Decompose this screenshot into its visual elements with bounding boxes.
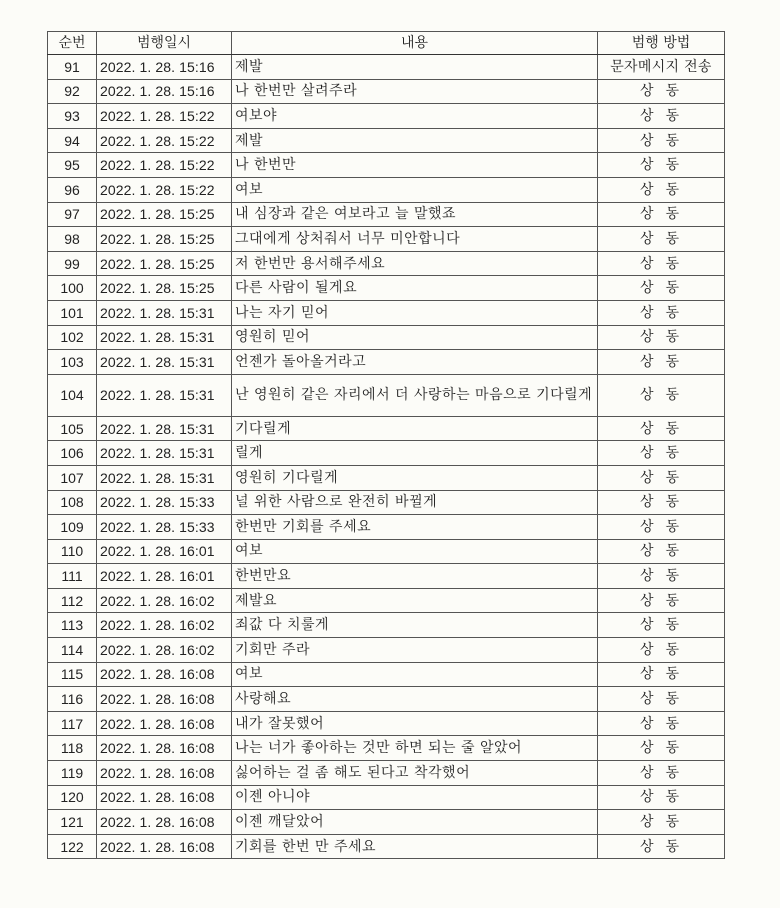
row-content: 영원히 믿어 <box>232 325 598 350</box>
row-number: 95 <box>48 153 97 178</box>
row-datetime: 2022. 1. 28. 15:25 <box>97 202 232 227</box>
row-method: 상동 <box>598 834 725 859</box>
row-content: 널 위한 사람으로 완전히 바뀔게 <box>232 490 598 515</box>
row-content: 나는 자기 믿어 <box>232 300 598 325</box>
row-number: 94 <box>48 128 97 153</box>
row-content: 나 한번만 살려주라 <box>232 79 598 104</box>
header-no: 순번 <box>48 32 97 55</box>
row-content: 제발 <box>232 128 598 153</box>
row-method: 상동 <box>598 687 725 712</box>
row-number: 109 <box>48 515 97 540</box>
row-datetime: 2022. 1. 28. 15:31 <box>97 350 232 375</box>
row-number: 111 <box>48 564 97 589</box>
header-content: 내용 <box>232 32 598 55</box>
row-number: 115 <box>48 662 97 687</box>
row-content: 여보 <box>232 662 598 687</box>
row-number: 119 <box>48 761 97 786</box>
row-method: 상동 <box>598 153 725 178</box>
row-method: 상동 <box>598 490 725 515</box>
table-row <box>48 810 725 835</box>
row-number: 99 <box>48 251 97 276</box>
row-number: 121 <box>48 810 97 835</box>
table-row <box>48 128 725 153</box>
row-method: 상동 <box>598 325 725 350</box>
row-number: 96 <box>48 177 97 202</box>
row-method: 상동 <box>598 785 725 810</box>
table-row <box>48 350 725 375</box>
row-datetime: 2022. 1. 28. 15:31 <box>97 465 232 490</box>
row-datetime: 2022. 1. 28. 16:02 <box>97 613 232 638</box>
row-datetime: 2022. 1. 28. 15:22 <box>97 104 232 129</box>
row-method: 상동 <box>598 276 725 301</box>
row-number: 113 <box>48 613 97 638</box>
row-method: 상동 <box>598 711 725 736</box>
table-row <box>48 638 725 663</box>
row-content: 한번만 기회를 주세요 <box>232 515 598 540</box>
row-method: 상동 <box>598 761 725 786</box>
row-content: 난 영원히 같은 자리에서 더 사랑하는 마음으로 기다릴게 <box>232 374 598 416</box>
row-method: 상동 <box>598 227 725 252</box>
row-content: 언젠가 돌아올거라고 <box>232 350 598 375</box>
row-method: 상동 <box>598 515 725 540</box>
table-row <box>48 761 725 786</box>
row-datetime: 2022. 1. 28. 15:33 <box>97 490 232 515</box>
table-row <box>48 662 725 687</box>
row-number: 106 <box>48 441 97 466</box>
row-method: 상동 <box>598 465 725 490</box>
message-log-table <box>47 31 725 859</box>
row-content: 나는 너가 좋아하는 것만 하면 되는 줄 알았어 <box>232 736 598 761</box>
row-content: 내 심장과 같은 여보라고 늘 말했죠 <box>232 202 598 227</box>
row-datetime: 2022. 1. 28. 15:25 <box>97 276 232 301</box>
table-row <box>48 416 725 441</box>
row-content: 이젠 아니야 <box>232 785 598 810</box>
row-number: 102 <box>48 325 97 350</box>
row-content: 여보 <box>232 539 598 564</box>
row-datetime: 2022. 1. 28. 16:08 <box>97 834 232 859</box>
row-datetime: 2022. 1. 28. 15:33 <box>97 515 232 540</box>
table-row <box>48 300 725 325</box>
row-method: 상동 <box>598 810 725 835</box>
row-content: 영원히 기다릴게 <box>232 465 598 490</box>
row-method: 상동 <box>598 662 725 687</box>
row-method: 상동 <box>598 177 725 202</box>
row-datetime: 2022. 1. 28. 15:22 <box>97 177 232 202</box>
row-number: 112 <box>48 588 97 613</box>
row-content: 기회를 한번 만 주세요 <box>232 834 598 859</box>
row-number: 120 <box>48 785 97 810</box>
row-datetime: 2022. 1. 28. 15:31 <box>97 441 232 466</box>
row-datetime: 2022. 1. 28. 15:22 <box>97 128 232 153</box>
row-number: 100 <box>48 276 97 301</box>
row-method: 상동 <box>598 588 725 613</box>
table-row <box>48 515 725 540</box>
header-datetime: 범행일시 <box>97 32 232 55</box>
row-method: 상동 <box>598 736 725 761</box>
table-row <box>48 613 725 638</box>
row-datetime: 2022. 1. 28. 15:16 <box>97 55 232 80</box>
table-row <box>48 785 725 810</box>
table-row <box>48 834 725 859</box>
table-row <box>48 202 725 227</box>
row-method: 상동 <box>598 416 725 441</box>
row-content: 내가 잘못했어 <box>232 711 598 736</box>
table-row <box>48 441 725 466</box>
row-datetime: 2022. 1. 28. 16:08 <box>97 736 232 761</box>
row-content: 저 한번만 용서해주세요 <box>232 251 598 276</box>
row-method: 상동 <box>598 202 725 227</box>
table-row <box>48 588 725 613</box>
row-datetime: 2022. 1. 28. 15:31 <box>97 416 232 441</box>
row-content: 죄값 다 치룰게 <box>232 613 598 638</box>
row-method: 상동 <box>598 638 725 663</box>
row-content: 나 한번만 <box>232 153 598 178</box>
row-content: 기다릴게 <box>232 416 598 441</box>
table-row <box>48 325 725 350</box>
table-row <box>48 711 725 736</box>
table-row <box>48 55 725 80</box>
row-number: 97 <box>48 202 97 227</box>
row-method: 문자메시지 전송 <box>598 55 725 80</box>
row-content: 그대에게 상처줘서 너무 미안합니다 <box>232 227 598 252</box>
row-method: 상동 <box>598 441 725 466</box>
header-method: 범행 방법 <box>598 32 725 55</box>
row-method: 상동 <box>598 251 725 276</box>
table-row <box>48 564 725 589</box>
row-datetime: 2022. 1. 28. 16:08 <box>97 687 232 712</box>
table-header-row <box>48 32 725 55</box>
table-row <box>48 79 725 104</box>
table-row <box>48 539 725 564</box>
row-method: 상동 <box>598 374 725 416</box>
row-method: 상동 <box>598 350 725 375</box>
row-content: 한번만요 <box>232 564 598 589</box>
row-number: 98 <box>48 227 97 252</box>
row-datetime: 2022. 1. 28. 16:08 <box>97 711 232 736</box>
table-row <box>48 374 725 416</box>
row-datetime: 2022. 1. 28. 15:25 <box>97 251 232 276</box>
row-content: 릴게 <box>232 441 598 466</box>
table-row <box>48 465 725 490</box>
table-row <box>48 104 725 129</box>
row-datetime: 2022. 1. 28. 15:31 <box>97 374 232 416</box>
row-content: 기회만 주라 <box>232 638 598 663</box>
row-content: 이젠 깨달았어 <box>232 810 598 835</box>
row-number: 117 <box>48 711 97 736</box>
table-row <box>48 251 725 276</box>
row-number: 110 <box>48 539 97 564</box>
row-method: 상동 <box>598 564 725 589</box>
row-datetime: 2022. 1. 28. 16:08 <box>97 761 232 786</box>
row-datetime: 2022. 1. 28. 16:02 <box>97 588 232 613</box>
table-row <box>48 227 725 252</box>
table-row <box>48 736 725 761</box>
row-content: 제발요 <box>232 588 598 613</box>
row-datetime: 2022. 1. 28. 16:01 <box>97 539 232 564</box>
row-number: 101 <box>48 300 97 325</box>
row-datetime: 2022. 1. 28. 16:02 <box>97 638 232 663</box>
row-number: 104 <box>48 374 97 416</box>
row-method: 상동 <box>598 539 725 564</box>
row-number: 108 <box>48 490 97 515</box>
table-row <box>48 276 725 301</box>
table-row <box>48 177 725 202</box>
row-datetime: 2022. 1. 28. 16:08 <box>97 810 232 835</box>
row-method: 상동 <box>598 613 725 638</box>
row-number: 122 <box>48 834 97 859</box>
row-content: 여보야 <box>232 104 598 129</box>
row-content: 사랑해요 <box>232 687 598 712</box>
table-row <box>48 153 725 178</box>
row-content: 제발 <box>232 55 598 80</box>
row-number: 118 <box>48 736 97 761</box>
row-content: 여보 <box>232 177 598 202</box>
row-datetime: 2022. 1. 28. 15:16 <box>97 79 232 104</box>
table-row <box>48 490 725 515</box>
row-method: 상동 <box>598 104 725 129</box>
row-method: 상동 <box>598 128 725 153</box>
row-datetime: 2022. 1. 28. 16:08 <box>97 785 232 810</box>
table-row <box>48 687 725 712</box>
row-number: 114 <box>48 638 97 663</box>
row-datetime: 2022. 1. 28. 16:08 <box>97 662 232 687</box>
row-number: 103 <box>48 350 97 375</box>
row-datetime: 2022. 1. 28. 15:31 <box>97 300 232 325</box>
row-number: 91 <box>48 55 97 80</box>
row-datetime: 2022. 1. 28. 15:22 <box>97 153 232 178</box>
row-number: 107 <box>48 465 97 490</box>
table-body <box>48 55 725 859</box>
row-datetime: 2022. 1. 28. 15:31 <box>97 325 232 350</box>
row-method: 상동 <box>598 79 725 104</box>
row-content: 다른 사람이 될게요 <box>232 276 598 301</box>
row-number: 93 <box>48 104 97 129</box>
row-datetime: 2022. 1. 28. 15:25 <box>97 227 232 252</box>
row-number: 116 <box>48 687 97 712</box>
row-number: 105 <box>48 416 97 441</box>
row-datetime: 2022. 1. 28. 16:01 <box>97 564 232 589</box>
row-method: 상동 <box>598 300 725 325</box>
row-number: 92 <box>48 79 97 104</box>
row-content: 싫어하는 걸 좀 해도 된다고 착각했어 <box>232 761 598 786</box>
